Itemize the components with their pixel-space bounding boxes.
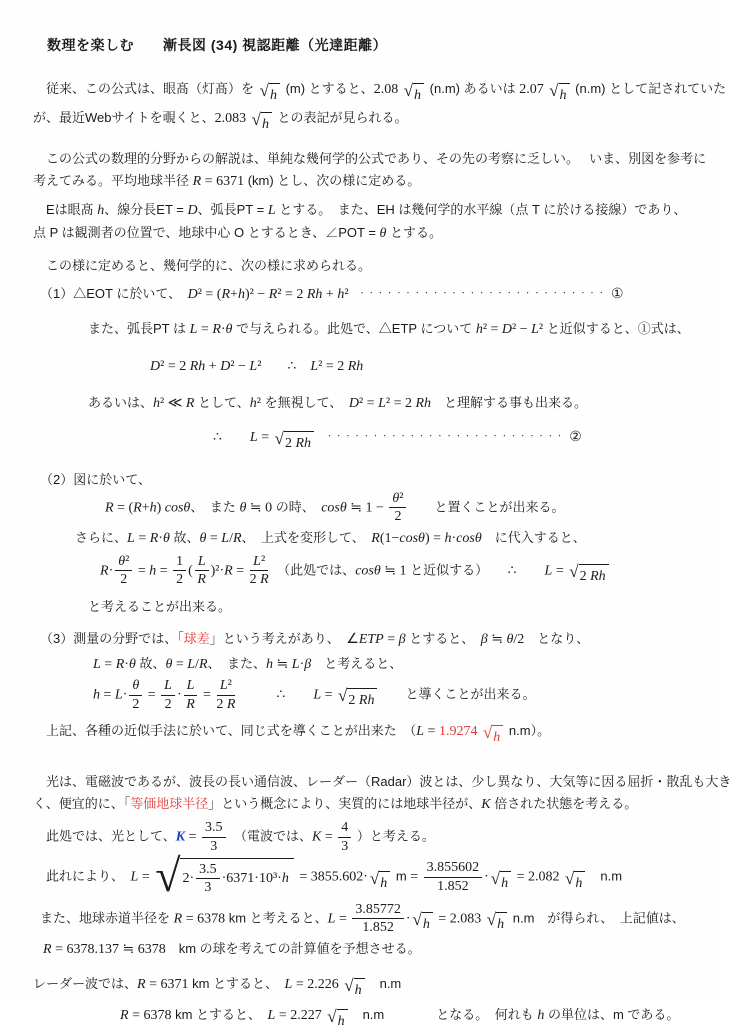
text-run: n.m）。 — [505, 723, 551, 739]
text-run: 此れにより、 — [46, 868, 131, 884]
equator-line1 — [40, 902, 706, 936]
sqrt-radical — [260, 83, 280, 107]
formula-run: R(1−cosθ) = h·cosθ — [371, 530, 482, 546]
fraction-numerator: θ² — [115, 554, 132, 571]
fraction — [195, 554, 209, 588]
formula-run: )²·R = — [210, 563, 248, 579]
text-run: 、線分長ET = — [104, 202, 188, 217]
fraction — [184, 678, 198, 712]
text-run: とすると、 — [405, 631, 481, 647]
text-run: 光は、電磁波であるが、波長の長い通信波、レーダー（Radar）波とは、少し異なり、大気等に因る屈折・散乱も大き — [33, 774, 731, 790]
formula-run: 2· — [182, 870, 195, 886]
fraction-denominator: 3 — [341, 838, 349, 854]
fraction-numerator: 3.5 — [196, 862, 220, 879]
para4-line — [33, 255, 706, 277]
fraction-numerator: θ — [129, 678, 142, 695]
sqrt-radical — [490, 868, 511, 895]
text-run: 」という概念により、実質的には地球半径が、 — [208, 796, 482, 812]
text-run: (n.m) あるいは — [426, 81, 520, 96]
radicand: 2 Rh — [284, 431, 314, 455]
sec3-head — [40, 628, 706, 651]
fraction-denominator: 1.852 — [437, 878, 469, 894]
radical-sign-icon: √ — [482, 723, 493, 743]
sec2-head — [40, 469, 706, 491]
sec2-eq2 — [100, 554, 706, 588]
formula-run: R = 6371 — [137, 977, 189, 993]
title-line — [47, 34, 706, 56]
formula-run: L = 2.226 — [284, 977, 343, 993]
text-run: 、弧長PT = — [197, 202, 268, 217]
radicand: 2 Rh — [579, 564, 609, 588]
formula-run: = — [199, 687, 215, 703]
text-run: と考えると、 — [311, 656, 403, 672]
radicand: h — [261, 112, 272, 136]
text-run: n.m となる。 何れも — [349, 1007, 538, 1023]
formula-run: h² ≪ R — [153, 396, 195, 411]
text-run: と置くことが出来る。 — [408, 499, 565, 515]
formula-run: K — [481, 797, 491, 813]
fraction-numerator: L² — [250, 554, 268, 571]
para2-line1 — [33, 148, 706, 170]
formula-run: R = 6378.137 ≒ 6378 — [43, 942, 166, 958]
circled-number: ② — [569, 428, 582, 444]
formula-run: R = 6371 — [192, 174, 245, 189]
sec3-eq1 — [93, 653, 706, 676]
fraction — [202, 820, 226, 854]
text-run: さらに、 — [75, 529, 128, 545]
formula-run: θ — [379, 226, 387, 241]
sqrt-radical — [155, 850, 294, 902]
formula-run: R = 6378 — [173, 911, 226, 927]
sec2-eq1 — [105, 491, 706, 525]
radicand: h — [413, 83, 424, 107]
text-run: Eは眼髙 — [33, 202, 98, 217]
formula-run: h² — [249, 396, 261, 411]
text-run: とする。 — [386, 225, 443, 240]
radical-sign-icon: √ — [274, 429, 284, 448]
text-run: n.m — [587, 868, 623, 884]
radical-sign-icon: √ — [251, 110, 261, 129]
formula-run: ∴ L² = 2 Rh — [287, 359, 364, 374]
text-run: （1）△EOT に於いて、 — [40, 286, 188, 301]
fraction-denominator: 2 R — [216, 696, 236, 712]
formula-run: β ≒ θ/2 — [480, 632, 525, 648]
fraction — [196, 862, 220, 896]
formula-run: ∴ L = — [276, 687, 337, 703]
sqrt-radical — [327, 1009, 347, 1033]
sqrt-radical — [275, 431, 314, 455]
fraction — [173, 554, 186, 588]
fraction-denominator: 2 — [132, 696, 140, 712]
fraction-numerator: 3.855602 — [424, 860, 483, 877]
text-run: km とすると、 — [171, 1007, 268, 1023]
fraction-numerator: L — [161, 678, 175, 695]
text-run: 故、 — [169, 529, 200, 545]
text-run: 、 また — [190, 499, 240, 515]
text-run: 等価地球半径 — [130, 796, 209, 812]
formula-run: R· — [100, 563, 114, 579]
text-run: (km) とし、次の様に定める。 — [244, 173, 421, 188]
text-run: と近似すると、①式は、 — [543, 321, 690, 336]
radicand: h — [269, 83, 280, 107]
radicand: h — [492, 725, 503, 749]
formula-run: L = 2.227 — [267, 1008, 326, 1024]
radical-sign-icon: √ — [565, 868, 575, 888]
fraction-numerator: L — [195, 554, 209, 571]
formula-run: D² = 2 Rh + D² − L² — [150, 359, 262, 374]
formula-run: 1.9274 — [438, 724, 481, 740]
fraction-numerator: 1 — [173, 554, 186, 571]
formula-run: h² = D² − L² — [475, 322, 544, 337]
fraction-denominator: 2 R — [249, 572, 269, 588]
text-run: あるいは、 — [88, 395, 154, 410]
radical-sign-icon: √ — [155, 850, 181, 902]
formula-run: L = R·θ — [127, 530, 170, 546]
text-run: の単位は、m である。 — [544, 1007, 680, 1023]
formula-run: R = 6378 — [120, 1008, 172, 1024]
sec2-text1 — [75, 527, 706, 550]
radical-sign-icon: √ — [549, 81, 559, 100]
sec2-text2 — [88, 596, 706, 618]
text-run: n.m — [366, 976, 402, 992]
formula-run: ∠ETP = β — [346, 632, 406, 648]
text-run: と導くことが出来る。 — [379, 686, 536, 702]
text-run: 」という考えがあり、 — [209, 631, 347, 647]
formula-run: L = — [130, 869, 154, 885]
sqrt-radical — [549, 83, 569, 107]
sqrt-radical — [569, 564, 608, 588]
text-run: に代入すると、 — [481, 529, 586, 545]
formula-run: · — [484, 869, 489, 885]
text-run: （電波では、 — [227, 828, 313, 844]
text-run: 倍された状態を考える。 — [490, 796, 638, 812]
fraction-denominator: 2 — [176, 572, 184, 588]
radical-sign-icon: √ — [486, 910, 497, 930]
fraction — [161, 678, 175, 712]
text-run: (n.m) として記されていた — [571, 81, 727, 96]
fraction — [250, 554, 269, 588]
text-run: として、 — [194, 395, 250, 410]
formula-run: = 2.083 — [434, 911, 485, 927]
formula-run: cosθ ≒ 1 — [355, 563, 407, 579]
formula-run: D² = (R+h)² − R² = 2 Rh + h² — [187, 287, 349, 302]
sqrt-radical — [487, 912, 507, 936]
formula-run: θ = L/R — [199, 530, 242, 546]
fraction-denominator: R — [197, 572, 206, 588]
sec1-eq2 — [150, 355, 706, 378]
sec3-eq2 — [93, 678, 706, 712]
fraction — [424, 860, 483, 894]
radicand: h — [500, 871, 511, 895]
radical-sign-icon: √ — [490, 868, 501, 888]
text-run: 、 また、 — [207, 656, 267, 672]
sqrt-radical — [338, 688, 377, 712]
sec1-text2 — [88, 392, 706, 415]
radicand: h — [354, 978, 365, 1002]
text-run: とする。 また、EH は幾何学的水平線（点 T に於ける接線）であり、 — [275, 202, 687, 217]
text-run: 此処では、光として、 — [46, 828, 176, 844]
text-run: を無視して、 — [261, 395, 349, 410]
fraction-numerator: θ² — [389, 491, 406, 508]
text-run: 、 上式を変形して、 — [241, 529, 372, 545]
radicand: h — [574, 871, 585, 895]
fraction-denominator: 3 — [210, 838, 218, 854]
text-run: (m) とすると、 — [281, 81, 374, 96]
radical-sign-icon: √ — [569, 562, 579, 582]
sqrt-radical — [369, 868, 390, 895]
formula-run: ∴ L = — [507, 563, 568, 579]
fraction — [115, 554, 132, 588]
text-run: 故、 — [135, 656, 166, 672]
formula-run: = — [144, 687, 160, 703]
text-run: の時、 — [272, 499, 322, 515]
radar-line2 — [120, 1004, 706, 1033]
text-run — [237, 686, 276, 701]
text-run: km とすると、 — [188, 976, 285, 992]
text-run: と考えることが出来る。 — [88, 599, 232, 615]
fraction-numerator: L — [184, 678, 198, 695]
fraction-denominator: 3 — [204, 880, 212, 896]
text-run: また、地球赤道半径を — [40, 910, 174, 926]
formula-run: ( — [188, 563, 193, 579]
text-run: となり、 — [524, 631, 590, 647]
k-value-line — [46, 820, 706, 854]
text-run: この様に定めると、幾何学的に、次の様に求められる。 — [33, 258, 372, 273]
fraction — [216, 678, 235, 712]
formula-run: 2.07 — [519, 82, 548, 97]
para-light-line1 — [33, 771, 731, 793]
equator-line2 — [43, 938, 706, 961]
fraction-numerator: 3.85772 — [352, 902, 404, 919]
fraction-numerator: 4 — [338, 820, 351, 837]
radicand: h — [496, 912, 507, 936]
text-run: 球差 — [183, 631, 210, 647]
formula-run: L = R·θ — [93, 657, 136, 673]
fraction-numerator: L² — [217, 678, 235, 695]
sqrt-radical — [252, 112, 272, 136]
text-run: 考えてみる。平均地球半径 — [33, 173, 193, 188]
fraction — [352, 902, 404, 936]
radicand: 2 Rh — [347, 688, 377, 712]
big-formula-line — [46, 850, 706, 902]
radical-sign-icon: √ — [369, 868, 380, 888]
text-run: と近似する） — [406, 562, 508, 578]
formula-run: · — [405, 911, 411, 927]
radical-sign-icon: √ — [403, 81, 414, 100]
text-run: 従来、この公式は、眼髙（灯髙）を — [33, 81, 258, 96]
formula-run: θ = L/R — [165, 657, 208, 673]
formula-run: 2.08 — [373, 82, 402, 97]
radicand: h — [379, 871, 390, 895]
text-run: で与えられる。此処で、△ETP について — [232, 321, 476, 336]
dotted-leader: ・・・・・・・・・・・・・・・・・・・・・・・・・・・ — [358, 290, 607, 297]
fraction — [338, 820, 351, 854]
summary-line — [33, 720, 706, 749]
formula-run: R = (R+h) cosθ — [105, 500, 191, 516]
sqrt-radical — [413, 912, 433, 936]
sqrt-radical — [565, 868, 585, 895]
text-run: km の球を考えての計算値を予想させる。 — [165, 941, 421, 957]
formula-run: L — [267, 203, 276, 218]
text-run: 上記、各種の近似手法に於いて、同じ式を導くことが出来た （ — [33, 723, 417, 739]
text-run: レーダー波では、 — [33, 976, 138, 992]
text-run: と理解する事も出来る。 — [431, 395, 588, 410]
radicand: h — [337, 1009, 348, 1033]
formula-run: · — [176, 687, 182, 703]
fraction-denominator: 2 — [394, 509, 402, 525]
para1-line1 — [33, 78, 727, 107]
formula-run: L = R·θ — [189, 322, 233, 337]
eq1-line — [40, 282, 706, 306]
text-run: との表記が見られる。 — [273, 110, 408, 125]
formula-run: h ≒ L·β — [266, 657, 312, 673]
fraction-numerator: 3.5 — [202, 820, 226, 837]
formula-run: L = — [416, 724, 439, 740]
formula-run: h — [97, 203, 105, 218]
formula-run: 2.083 — [214, 111, 250, 126]
radical-sign-icon: √ — [412, 910, 422, 930]
formula-run: L = — [327, 911, 351, 927]
formula-run: D — [187, 203, 198, 218]
formula-run: = — [406, 869, 422, 885]
radical-sign-icon: √ — [259, 81, 269, 100]
radical-sign-icon: √ — [327, 1007, 337, 1027]
eq2-line — [213, 425, 706, 455]
sqrt-radical — [344, 978, 364, 1002]
para3-line1 — [33, 199, 706, 222]
sec1-text1 — [88, 318, 706, 341]
radicand — [180, 858, 293, 896]
text-run: が、最近Webサイトを覗くと、 — [33, 110, 215, 125]
text-run: m — [392, 868, 407, 884]
sqrt-radical — [404, 83, 424, 107]
text-run: この公式の数理的分野からの解説は、単純な幾何学的公式であり、その先の考察に乏しい。 いま、別図を参考に — [33, 151, 707, 166]
text-run: く、便宜的に、「 — [33, 796, 131, 812]
sqrt-radical — [483, 725, 503, 749]
radical-sign-icon: √ — [344, 976, 354, 996]
fraction — [129, 678, 142, 712]
fraction-denominator: 2 — [120, 572, 128, 588]
radicand: h — [559, 83, 570, 107]
text-run: （3）測量の分野では、「 — [40, 631, 184, 647]
radicand: h — [422, 912, 433, 936]
formula-run: ∴ L = — [213, 430, 273, 445]
formula-run: θ ≒ 0 — [239, 500, 273, 516]
text-run: ）と考える。 — [353, 828, 435, 844]
formula-run: h = L· — [93, 687, 128, 703]
formula-run: h — [537, 1008, 545, 1024]
para3-line2 — [33, 222, 706, 245]
formula-run: = 3855.602· — [295, 869, 368, 885]
formula-run: = 2.082 — [513, 869, 564, 885]
formula-run: ·6371·10³·h — [221, 870, 289, 886]
fraction — [389, 491, 406, 525]
formula-run: K = — [312, 829, 337, 845]
formula-run: = — [185, 829, 200, 845]
radical-sign-icon: √ — [338, 686, 348, 706]
formula-run: cosθ ≒ 1 − — [321, 500, 388, 516]
radar-line1 — [33, 973, 706, 1002]
text-run: km と考えると、 — [225, 910, 328, 926]
para2-line2 — [33, 170, 706, 193]
text-run: 数理を楽しむ 漸長図 (34) 視認距離（光達距離） — [47, 37, 388, 53]
text-run — [261, 358, 287, 373]
formula-run: = h = — [134, 563, 172, 579]
para1-line2 — [33, 107, 706, 136]
text-run: 点 P は観測者の位置で、地球中心 O とするとき、∠POT = — [33, 225, 380, 240]
fraction-denominator: R — [186, 696, 195, 712]
text-run: n.m が得られ、 上記値は、 — [509, 910, 685, 926]
para-light-line2 — [33, 793, 706, 816]
fraction-denominator: 1.852 — [362, 920, 394, 936]
text-run: （2）図に於いて、 — [40, 472, 151, 487]
formula-run: K — [175, 829, 186, 845]
text-run: （此処では、 — [270, 562, 356, 578]
fraction-denominator: 2 — [164, 696, 172, 712]
text-run: また、弧長PT は — [88, 321, 190, 336]
dotted-leader: ・・・・・・・・・・・・・・・・・・・・・・・・・・ — [326, 433, 566, 440]
formula-run: D² = L² = 2 Rh — [348, 396, 432, 411]
circled-number: ① — [610, 285, 624, 301]
